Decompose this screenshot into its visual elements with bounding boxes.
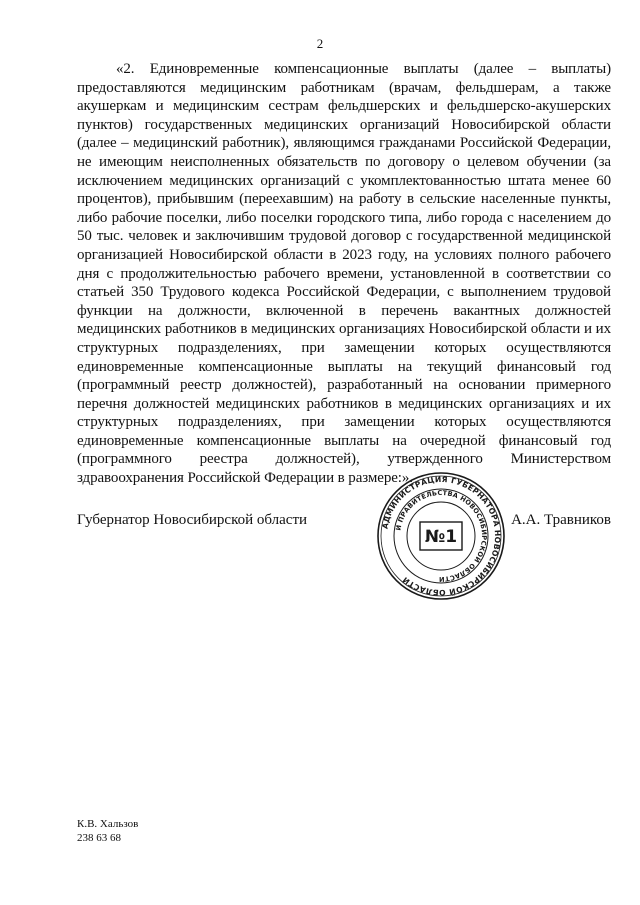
page-number: 2: [316, 36, 324, 51]
seal-inner-text: И ПРАВИТЕЛЬСТВА НОВОСИБИРСКОЙ ОБЛАСТИ: [394, 488, 489, 584]
executor-phone: 238 63 68: [77, 832, 121, 844]
signature-name: А.А. Травников: [511, 512, 611, 528]
seal-outer-text: АДМИНИСТРАЦИЯ ГУБЕРНАТОРА НОВОСИБИРСКОЙ ОБЛАСТИ: [380, 474, 503, 598]
official-seal-stamp: [375, 470, 507, 602]
seal-number: №1: [424, 527, 458, 547]
executor-name: К.В. Хальзов: [77, 818, 139, 830]
signature-title: Губернатор Новосибирской области: [77, 512, 308, 528]
document-body-paragraph: «2. Единовременные компенсационные выплаты (далее – выплаты) предоставляются медицинским работникам (врачам, фельдшерам, а также акушеркам и медицинским сестрам фельдшерских и фельдшерско-акушерских пунктов) государственных медицинских организаций Новосибирской области (далее – медицинский работник), являющимся гражданами Российской Федерации, не имеющим неисполненных обязательств по договору о целевом обучении (за исключением медицинских организаций с укомплектованностью штата менее 60 процентов), прибывшим (переехавшим) на работу в сельские населенные пункты, либо рабочие поселки, либо поселки городского типа, либо города с населением до 50 тыс. человек и заключившим трудовой договор с государственной медицинской организацией Новосибирской области в 2023 году, на условиях полного рабочего дня с продолжительностью рабочего времени, установленной в соответствии со статьей 350 Трудового кодекса Российской Федерации, с выполнением трудовой функции на должности, включенной в перечень вакантных должностей медицинских работников в медицинских организациях Новосибирской области и их структурных подразделениях, при замещении которых осуществляются единовременные компенсационные выплаты на текущий финансовый год (программный реестр должностей), разработанный на основании примерного перечня должностей медицинских работников в медицинских организациях и их структурных подразделениях, при замещении которых осуществляются единовременные компенсационные выплаты на очередной финансовый год (программного реестра должностей), утвержденного Министерством здравоохранения Российской Федерации в размере:».: [77, 61, 611, 487]
